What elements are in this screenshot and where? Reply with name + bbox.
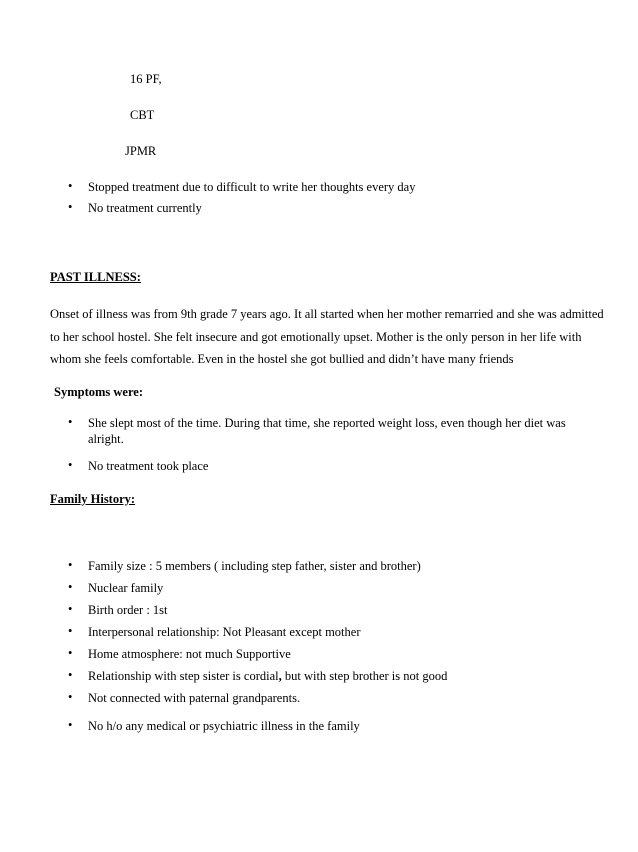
list-item-text: She slept most of the time. During that time, she reported weight loss, even though her diet was alright.	[88, 416, 566, 446]
relationship-sister-text: Relationship with step sister is cordial	[88, 669, 279, 683]
list-item-text: Nuclear family	[88, 581, 164, 595]
bullet-icon: •	[68, 718, 73, 732]
bullet-icon: •	[68, 179, 73, 193]
therapy-16pf: 16 PF,	[130, 72, 162, 86]
bullet-icon: •	[68, 200, 73, 214]
bullet-icon: •	[68, 690, 73, 704]
past-illness-heading: PAST ILLNESS:	[50, 270, 141, 284]
past-illness-paragraph: Onset of illness was from 9th grade 7 years ago. It all started when her mother remarried and she was admitted to her school hostel. She felt insecure and got emotionally upset. Mother is the only person in her life with whom she feels comfortable. Even in the hostel she got bullied and didn’t have many friends	[50, 307, 604, 366]
bullet-icon: •	[68, 415, 73, 429]
bullet-icon: •	[68, 580, 73, 594]
relationship-comma: ,	[278, 669, 282, 683]
list-item-text: Family size : 5 members ( including step father, sister and brother)	[88, 559, 421, 573]
therapy-jpmr: JPMR	[125, 144, 157, 158]
bullet-icon: •	[68, 646, 73, 660]
bullet-icon: •	[68, 558, 73, 572]
symptoms-heading: Symptoms were:	[54, 385, 143, 399]
bullet-icon: •	[68, 668, 73, 682]
list-item-text: Birth order : 1st	[88, 603, 168, 617]
list-item-text	[88, 668, 588, 684]
bullet-icon: •	[68, 624, 73, 638]
therapy-cbt: CBT	[130, 108, 155, 122]
bullet-icon: •	[68, 602, 73, 616]
list-item-text: No h/o any medical or psychiatric illness in the family	[88, 719, 360, 733]
list-item-text: Stopped treatment due to difficult to write her thoughts every day	[88, 180, 416, 194]
list-item-text: No treatment currently	[88, 201, 202, 215]
bullet-icon: •	[68, 458, 73, 472]
list-item-text: Interpersonal relationship: Not Pleasant except mother	[88, 625, 361, 639]
relationship-brother-text: but with step brother is not good	[281, 669, 448, 683]
list-item-text: Home atmosphere: not much Supportive	[88, 647, 291, 661]
list-item-text: Not connected with paternal grandparents.	[88, 691, 301, 705]
family-history-heading: Family History:	[50, 492, 136, 506]
list-item-text: No treatment took place	[88, 459, 209, 473]
